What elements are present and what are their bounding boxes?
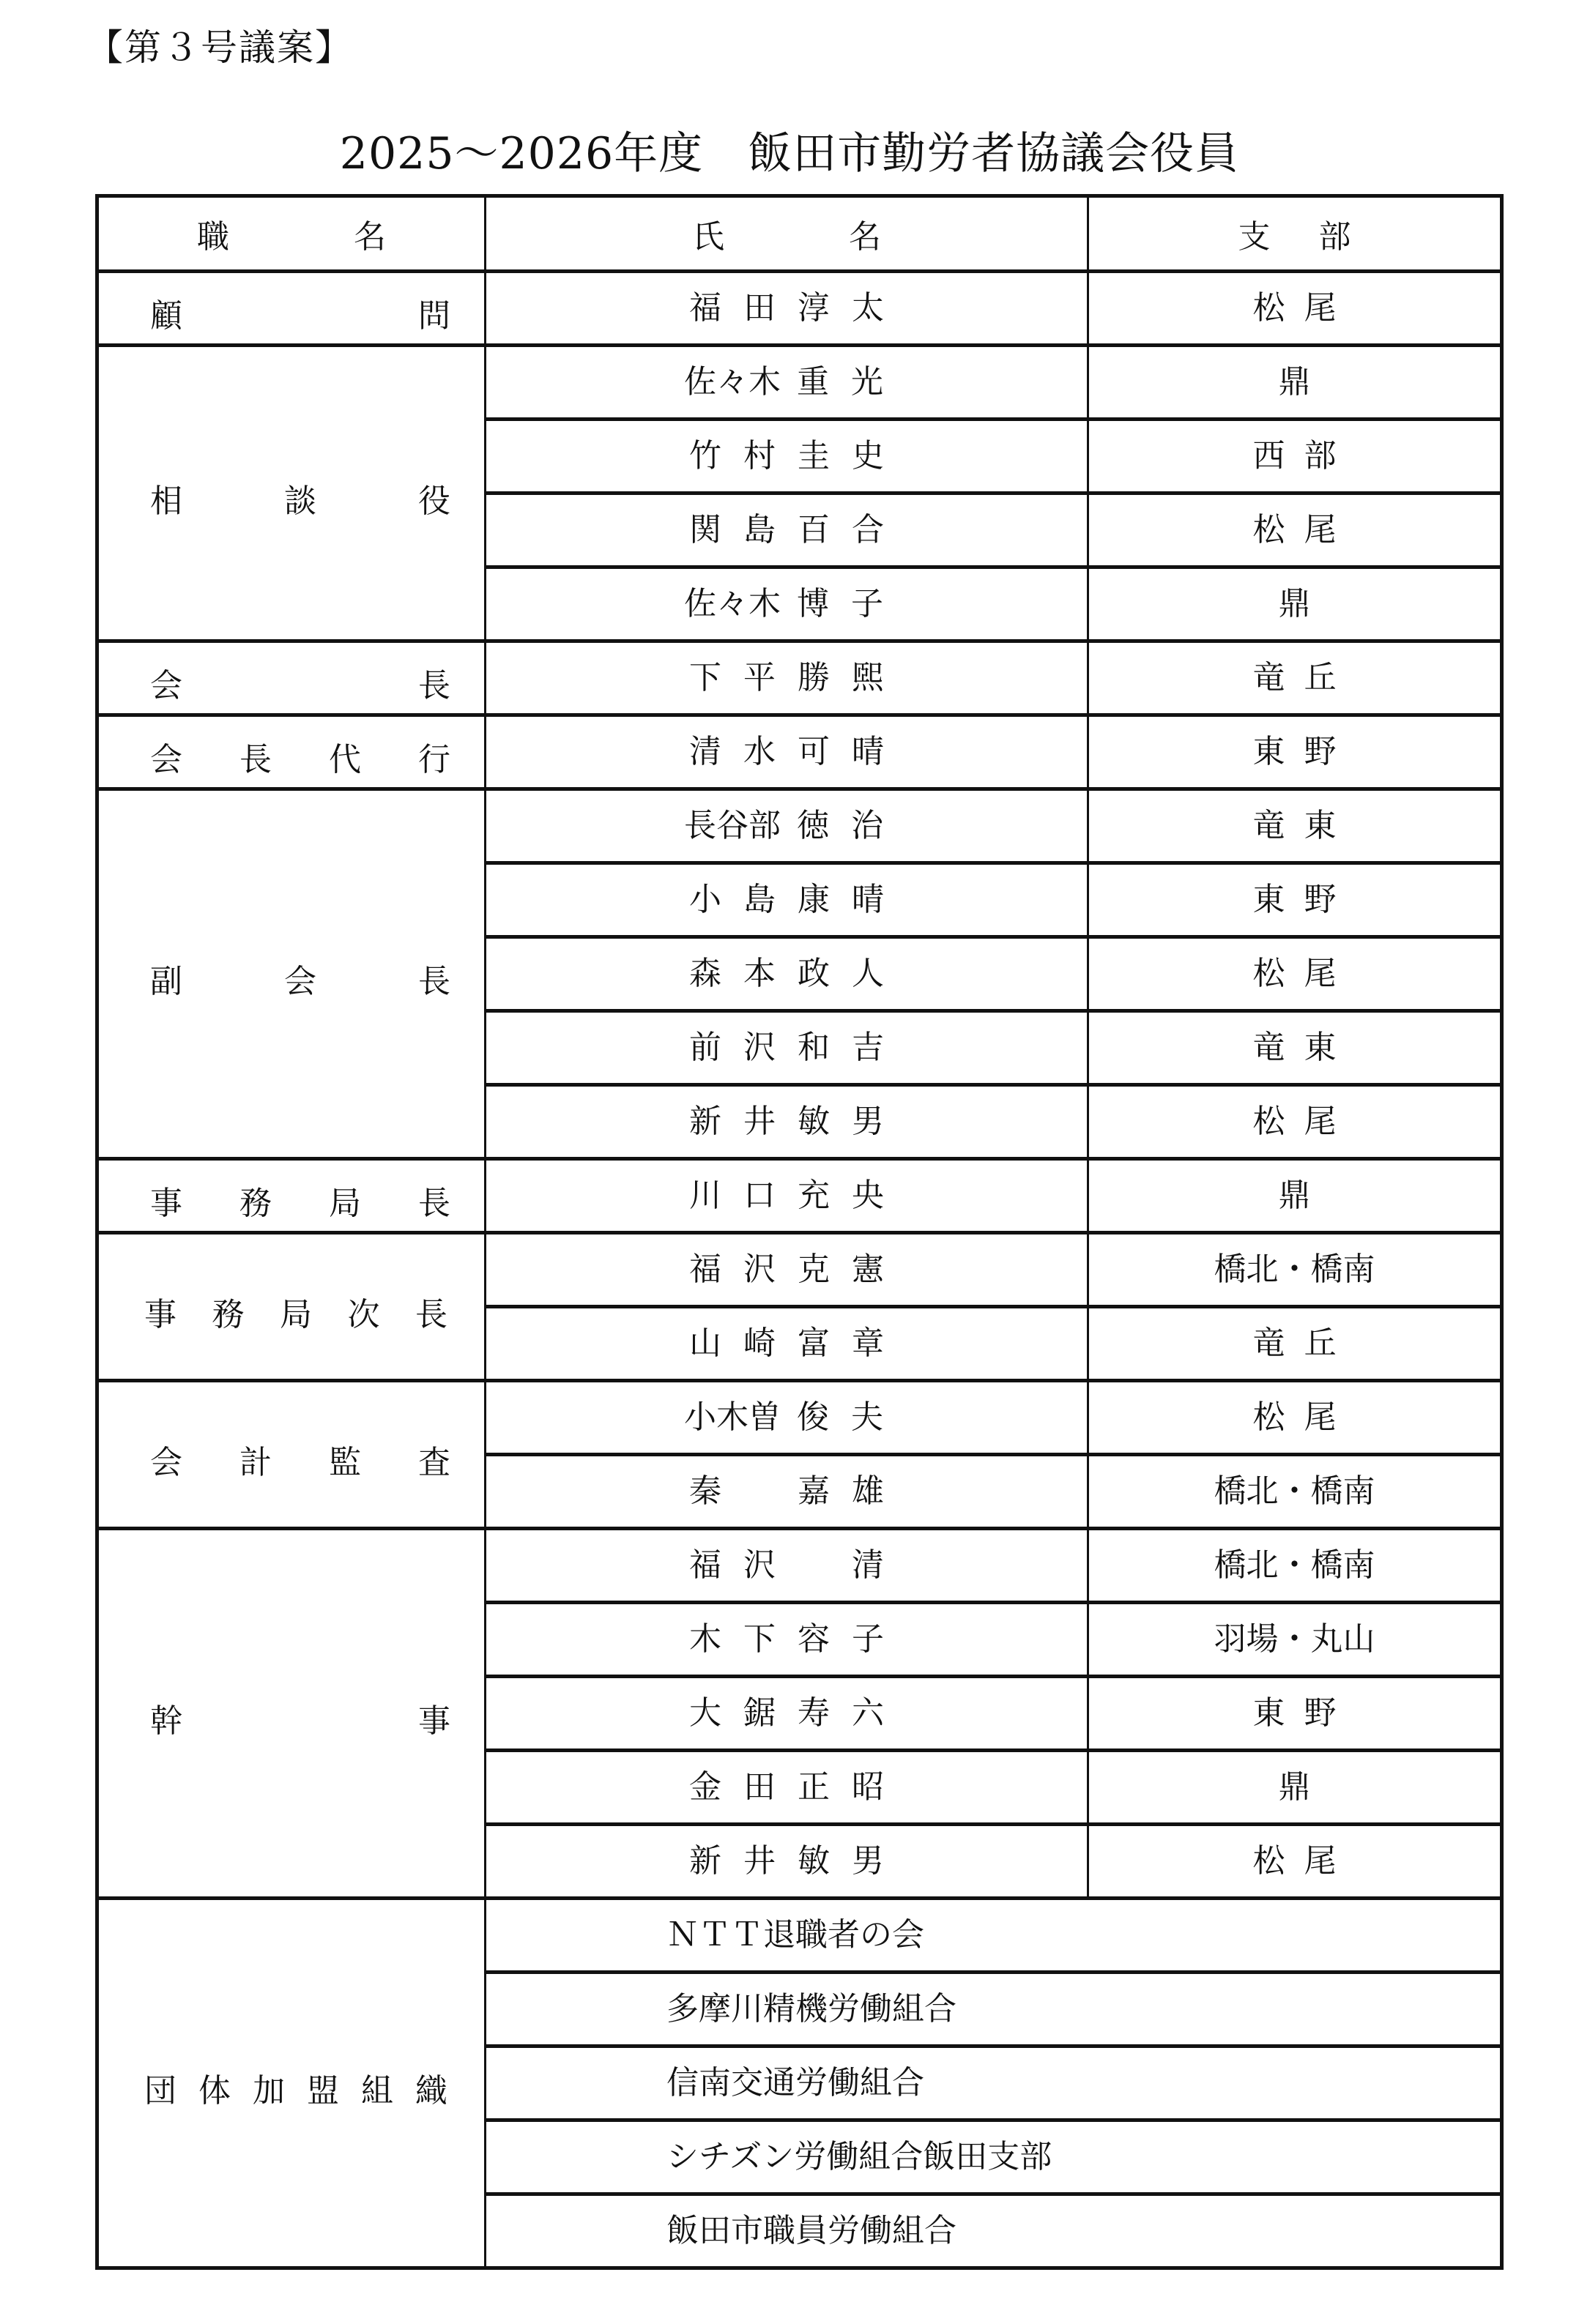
table-row: [97, 1233, 1502, 1307]
position-char: 査: [418, 1443, 450, 1481]
member-name-cell: [486, 346, 1088, 420]
position-char: 長: [239, 741, 272, 778]
table-row: [97, 715, 1502, 789]
position-char: 加: [253, 2072, 285, 2109]
position-char: 代: [329, 741, 361, 778]
position-cell: [97, 715, 486, 789]
branch-cell: [1088, 346, 1502, 420]
name-part: 前: [689, 1029, 721, 1066]
name-part: 可: [798, 733, 830, 770]
name-part: 圭: [798, 437, 830, 474]
member-name-cell: [486, 272, 1088, 346]
branch-cell: [1088, 1307, 1502, 1381]
name-part: 淳: [798, 289, 830, 327]
member-name-cell: [486, 1011, 1088, 1085]
position-cell: [97, 346, 486, 641]
position-label: [150, 1442, 450, 1483]
branch-cell: [1088, 1233, 1502, 1307]
name-part: 雄: [852, 1472, 884, 1510]
branch-name: 鼎: [1278, 1177, 1330, 1214]
affiliated-organization-name: ＮＴＴ退職者の会: [666, 1916, 924, 1954]
name-part: 光: [851, 363, 883, 401]
document-title: 2025～2026年度 飯田市勤労者協議会役員: [339, 128, 1240, 179]
header-char: 支: [1238, 218, 1271, 256]
branch-name: 松尾: [1252, 955, 1356, 992]
name-part: 沢: [743, 1251, 776, 1288]
column-header-branch: [1088, 196, 1502, 272]
member-name-cell: [486, 1085, 1088, 1159]
name-part: 嘉: [798, 1472, 830, 1510]
table-row: [97, 1381, 1502, 1455]
name-part: 和: [798, 1029, 830, 1066]
name-part: 寿: [798, 1694, 830, 1732]
branch-name: 鼎: [1278, 363, 1330, 401]
affiliated-organization-cell: [486, 2194, 1502, 2268]
branch-cell: [1088, 494, 1502, 567]
name-part: 勝: [798, 659, 830, 696]
branch-name: 竜東: [1252, 807, 1356, 844]
name-part: 治: [851, 807, 883, 844]
branch-cell: [1088, 715, 1502, 789]
position-char: 務: [239, 1185, 272, 1222]
name-part: 川: [689, 1177, 721, 1214]
name-part: 福: [689, 1546, 721, 1584]
member-name-cell: [486, 1603, 1088, 1677]
member-name: [486, 1767, 1087, 1808]
affiliated-organization-name: 多摩川精機労働組合: [666, 1990, 956, 2027]
position-label: [144, 1295, 447, 1336]
name-part: 子: [851, 585, 883, 622]
name-part: 子: [852, 1620, 884, 1658]
position-char: 局: [329, 1185, 361, 1222]
member-name-cell: [486, 1307, 1088, 1381]
affiliated-organization-cell: [486, 1973, 1502, 2046]
position-char: 事: [144, 1295, 177, 1333]
position-char: 務: [212, 1295, 245, 1333]
name-part: 小: [689, 881, 721, 918]
table-row: [97, 346, 1502, 420]
name-part: 鋸: [743, 1694, 776, 1732]
header-char: 名: [849, 218, 881, 256]
branch-cell: [1088, 1751, 1502, 1825]
affiliated-organization-cell: [486, 1899, 1502, 1973]
name-part: 敏: [798, 1103, 830, 1140]
name-part: 史: [852, 437, 884, 474]
name-part: 重: [797, 363, 829, 401]
member-name: [486, 1397, 1087, 1438]
affiliated-organization-name: シチズン労働組合飯田支部: [666, 2138, 1052, 2175]
member-name-cell: [486, 937, 1088, 1011]
name-part: 沢: [743, 1029, 776, 1066]
member-name-cell: [486, 494, 1088, 567]
position-char: 行: [418, 741, 450, 778]
affiliated-organization-cell: [486, 2120, 1502, 2194]
branch-name: 東野: [1252, 1694, 1356, 1732]
position-label: [150, 740, 450, 781]
name-part: 吉: [852, 1029, 884, 1066]
position-char: 監: [329, 1443, 361, 1481]
header-char: 部: [1318, 218, 1351, 256]
name-part: 小木曽: [684, 1399, 781, 1436]
position-char: 長: [418, 667, 450, 704]
table-row: [97, 272, 1502, 346]
position-label: [150, 666, 450, 707]
position-cell: [97, 1529, 486, 1899]
name-part: 山: [689, 1325, 721, 1362]
name-part: 晴: [852, 881, 884, 918]
table-row: [97, 1159, 1502, 1233]
position-label: [150, 296, 450, 337]
name-part: 正: [798, 1768, 830, 1806]
position-cell: [97, 1899, 486, 2268]
name-part: 容: [798, 1620, 830, 1658]
name-part: [787, 1545, 841, 1586]
member-name: [486, 1841, 1087, 1882]
name-part: 充: [798, 1177, 830, 1214]
branch-cell: [1088, 1011, 1502, 1085]
member-name-cell: [486, 1677, 1088, 1751]
branch-name: 松尾: [1252, 1842, 1356, 1880]
position-char: 長: [418, 1185, 450, 1222]
name-part: 博: [797, 585, 829, 622]
name-part: 森: [689, 955, 721, 992]
member-name-cell: [486, 641, 1088, 715]
name-part: 晴: [852, 733, 884, 770]
name-part: 佐々木: [684, 585, 781, 622]
affiliated-organization-cell: [486, 2046, 1502, 2120]
branch-cell: [1088, 863, 1502, 937]
member-name: [486, 288, 1087, 329]
name-part: 夫: [851, 1399, 883, 1436]
position-char: 会: [284, 963, 316, 1000]
table-header-row: [97, 196, 1502, 272]
member-name-cell: [486, 1825, 1088, 1899]
branch-cell: [1088, 1603, 1502, 1677]
name-part: 徳: [797, 807, 829, 844]
member-name: [486, 1693, 1087, 1734]
branch-name: 羽場・丸山: [1214, 1620, 1375, 1658]
position-char: 会: [150, 667, 182, 704]
branch-cell: [1088, 567, 1502, 641]
position-char: 相: [150, 482, 182, 520]
member-name: [486, 436, 1087, 477]
branch-cell: [1088, 1825, 1502, 1899]
branch-name: 竜東: [1252, 1029, 1356, 1066]
member-name: [486, 731, 1087, 772]
position-char: 団: [144, 2072, 177, 2109]
member-name: [486, 1027, 1087, 1068]
member-name: [486, 1471, 1087, 1512]
position-char: 事: [150, 1185, 182, 1222]
position-cell: [97, 641, 486, 715]
member-name: [486, 1249, 1087, 1290]
branch-name: 西部: [1252, 437, 1356, 474]
name-part: 田: [743, 289, 776, 327]
name-part: 関: [689, 511, 721, 548]
name-part: 島: [743, 881, 776, 918]
name-part: 福: [689, 1251, 721, 1288]
member-name-cell: [486, 1381, 1088, 1455]
member-name: [486, 879, 1087, 920]
member-name-cell: [486, 863, 1088, 937]
branch-cell: [1088, 1085, 1502, 1159]
position-char: 長: [415, 1295, 447, 1333]
position-char: 織: [415, 2072, 447, 2109]
name-part: 合: [852, 511, 884, 548]
member-name: [486, 510, 1087, 551]
member-name-cell: [486, 1455, 1088, 1529]
name-part: 男: [852, 1842, 884, 1880]
name-part: 太: [852, 289, 884, 327]
position-char: 計: [239, 1443, 272, 1481]
member-name: [486, 1101, 1087, 1142]
position-char: 事: [418, 1702, 450, 1740]
name-part: 新: [689, 1103, 721, 1140]
name-part: 俊: [797, 1399, 829, 1436]
branch-cell: [1088, 789, 1502, 863]
branch-cell: [1088, 937, 1502, 1011]
position-label: [144, 2071, 447, 2112]
name-part: 竹: [689, 437, 721, 474]
name-part: 富: [798, 1325, 830, 1362]
name-part: 百: [798, 511, 830, 548]
branch-cell: [1088, 641, 1502, 715]
branch-cell: [1088, 1677, 1502, 1751]
branch-name: 橋北・橋南: [1214, 1472, 1375, 1510]
name-part: 政: [798, 955, 830, 992]
name-part: 央: [852, 1177, 884, 1214]
position-cell: [97, 272, 486, 346]
name-part: 六: [852, 1694, 884, 1732]
member-name: [486, 584, 1087, 625]
name-part: 章: [852, 1325, 884, 1362]
name-part: 克: [798, 1251, 830, 1288]
name-part: 木: [689, 1620, 721, 1658]
affiliated-organization-name: 信南交通労働組合: [666, 2064, 924, 2101]
name-part: 金: [689, 1768, 721, 1806]
member-name: [486, 953, 1087, 994]
name-part: 田: [743, 1768, 776, 1806]
member-name: [486, 1175, 1087, 1216]
name-part: 男: [852, 1103, 884, 1140]
branch-name: 橋北・橋南: [1214, 1251, 1375, 1288]
name-part: 下: [743, 1620, 776, 1658]
branch-name: 竜丘: [1252, 659, 1356, 696]
name-part: 新: [689, 1842, 721, 1880]
name-part: 口: [743, 1177, 776, 1214]
branch-cell: [1088, 1529, 1502, 1603]
branch-cell: [1088, 420, 1502, 494]
position-cell: [97, 789, 486, 1159]
branch-name: 松尾: [1252, 511, 1356, 548]
position-label: [150, 1183, 450, 1224]
position-label: [150, 481, 450, 522]
position-char: 盟: [307, 2072, 339, 2109]
branch-name: 鼎: [1278, 585, 1330, 622]
branch-name: 竜丘: [1252, 1325, 1356, 1362]
header-char: 氏: [692, 218, 724, 256]
member-name: [486, 362, 1087, 403]
branch-name: 松尾: [1252, 289, 1356, 327]
name-part: 敏: [798, 1842, 830, 1880]
member-name: [486, 1619, 1087, 1660]
name-part: 沢: [743, 1546, 776, 1584]
member-name-cell: [486, 1159, 1088, 1233]
position-char: 次: [347, 1295, 380, 1333]
name-part: 佐々木: [684, 363, 781, 401]
name-part: 憲: [852, 1251, 884, 1288]
position-char: 問: [418, 297, 450, 335]
table-row: [97, 641, 1502, 715]
name-part: 福: [689, 289, 721, 327]
name-part: 井: [743, 1842, 776, 1880]
member-name-cell: [486, 567, 1088, 641]
member-name-cell: [486, 1751, 1088, 1825]
position-char: 役: [418, 482, 450, 520]
member-name: [486, 805, 1087, 846]
member-name-cell: [486, 420, 1088, 494]
name-part: 清: [852, 1546, 884, 1584]
name-part: 本: [743, 955, 776, 992]
branch-name: 東野: [1252, 881, 1356, 918]
branch-cell: [1088, 1381, 1502, 1455]
position-char: 組: [361, 2072, 393, 2109]
branch-cell: [1088, 1455, 1502, 1529]
name-part: 長谷部: [684, 807, 781, 844]
name-part: 平: [743, 659, 776, 696]
position-char: 副: [150, 963, 182, 1000]
name-part: 煕: [852, 659, 884, 696]
member-name-cell: [486, 1233, 1088, 1307]
name-part: 秦: [689, 1472, 721, 1510]
name-part: 崎: [743, 1325, 776, 1362]
name-part: 村: [743, 437, 776, 474]
position-char: 会: [150, 741, 182, 778]
name-part: 水: [743, 733, 776, 770]
position-char: 体: [198, 2072, 231, 2109]
position-char: 幹: [150, 1702, 182, 1740]
header-char: 職: [197, 218, 229, 256]
table-row: [97, 789, 1502, 863]
table-row: [97, 1899, 1502, 1973]
branch-name: 鼎: [1278, 1768, 1330, 1806]
position-char: 会: [150, 1443, 182, 1481]
member-name: [486, 658, 1087, 699]
branch-name: 橋北・橋南: [1214, 1546, 1375, 1584]
position-label: [150, 961, 450, 1002]
affiliated-organization-name: 飯田市職員労働組合: [666, 2212, 956, 2249]
header-char: 名: [354, 218, 386, 256]
name-part: 井: [743, 1103, 776, 1140]
member-name-cell: [486, 1529, 1088, 1603]
position-cell: [97, 1159, 486, 1233]
name-part: 島: [743, 511, 776, 548]
name-part: 康: [798, 881, 830, 918]
name-part: 昭: [852, 1768, 884, 1806]
table-row: [97, 1529, 1502, 1603]
branch-name: 松尾: [1252, 1103, 1356, 1140]
officers-table-body: [97, 272, 1502, 2268]
member-name-cell: [486, 789, 1088, 863]
branch-cell: [1088, 1159, 1502, 1233]
member-name-cell: [486, 715, 1088, 789]
agenda-label: 【第３号議案】: [86, 26, 353, 69]
position-label: [150, 1701, 450, 1742]
name-part: 清: [689, 733, 721, 770]
name-part: [732, 1471, 787, 1512]
position-char: 談: [284, 482, 316, 520]
position-char: 長: [418, 963, 450, 1000]
position-char: 局: [280, 1295, 312, 1333]
branch-name: 東野: [1252, 733, 1356, 770]
member-name: [486, 1323, 1087, 1364]
column-header-name: [486, 196, 1088, 272]
name-part: 下: [689, 659, 721, 696]
branch-cell: [1088, 272, 1502, 346]
branch-name: 松尾: [1252, 1399, 1356, 1436]
name-part: 大: [689, 1694, 721, 1732]
name-part: 人: [852, 955, 884, 992]
position-char: 顧: [150, 297, 182, 335]
column-header-position: [97, 196, 486, 272]
officers-table: [95, 194, 1504, 2270]
member-name: [486, 1545, 1087, 1586]
position-cell: [97, 1381, 486, 1529]
position-cell: [97, 1233, 486, 1381]
